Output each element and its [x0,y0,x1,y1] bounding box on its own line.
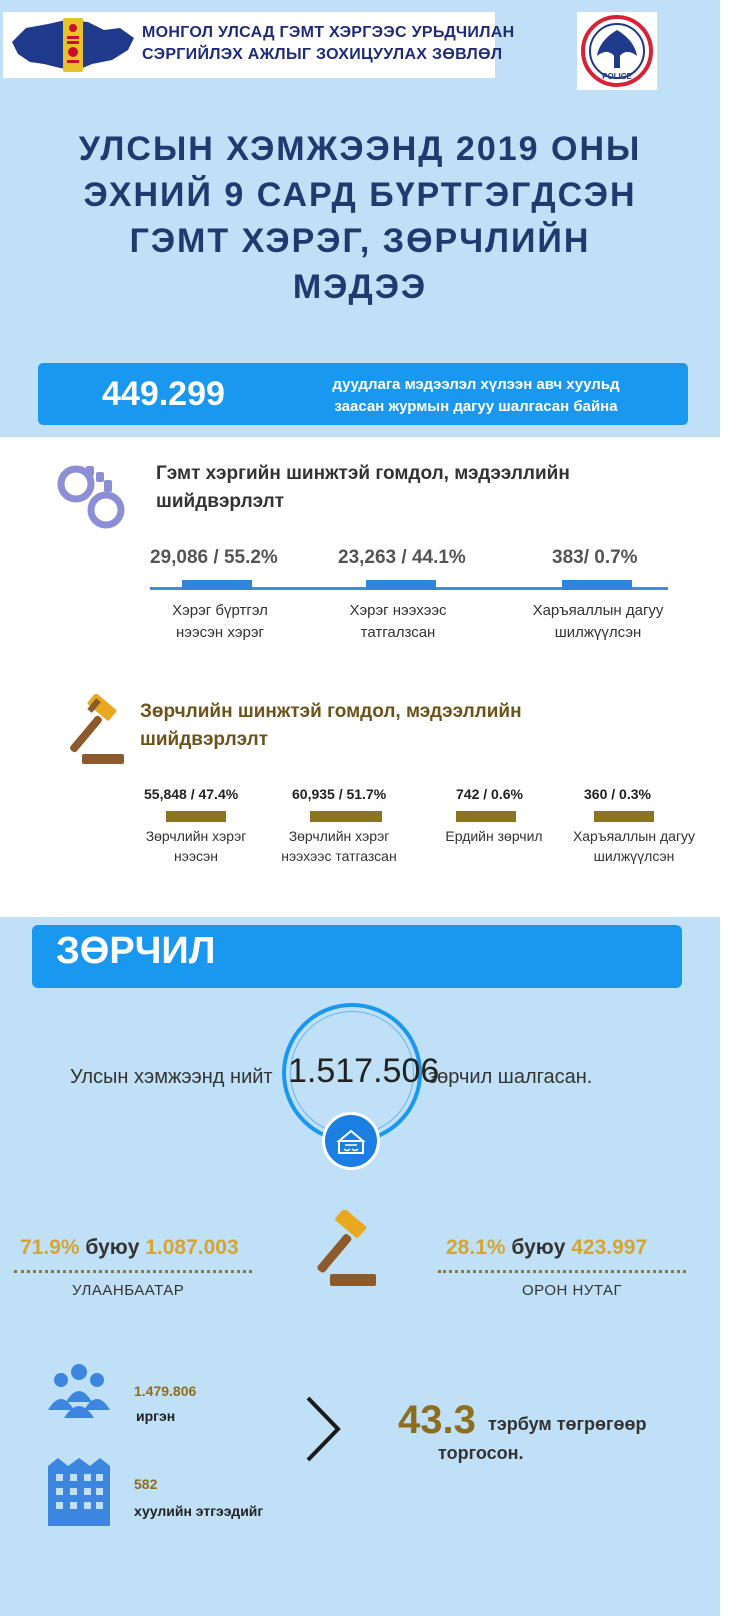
crime-label-line1: Хэрэг нээхээс [349,602,447,619]
ub-stat [20,1236,239,1260]
violation-label-line2: шилжүүлсэн [593,848,675,864]
ub-percent: 71.9% [20,1236,80,1259]
crime-marker [182,580,252,590]
crime-stat: 29,086 / 55.2% [150,547,278,568]
calls-text [276,374,676,418]
crime-label [516,600,680,644]
crime-title-line1: Гэмт хэргийн шинжтэй гомдол, мэдээллийн [156,463,570,484]
crime-label-line2: нээсэн хэрэг [176,624,264,641]
violation-label-line2: нээсэн [173,848,219,864]
title-line1: УЛСЫН ХЭМЖЭЭНД 2019 ОНЫ [78,130,642,168]
handcuffs-icon [56,458,130,532]
rural-dotted-line [438,1270,686,1273]
citizens-label: иргэн [136,1408,176,1424]
crime-label [140,600,300,644]
entities-number: 582 [134,1476,158,1492]
rural-label: ОРОН НУТАГ [522,1282,623,1299]
fine-text-line2: торгосон. [438,1443,524,1463]
violation-title-line2: шийдвэрлэлт [140,729,269,750]
ub-value: 1.087.003 [145,1236,239,1259]
page-title [40,126,680,310]
violation-label-line1: Зөрчлийн хэрэг [145,828,247,844]
scales-icon [325,1115,377,1167]
violation-marker [166,811,226,822]
calls-number: 449.299 [102,375,225,413]
zorchil-heading: ЗӨРЧИЛ [56,930,216,972]
violation-label-line2: нээхээс татгазсан [281,848,397,864]
crime-stat: 383/ 0.7% [552,547,638,568]
chevron-right-icon [300,1394,346,1464]
org-title-line1: МОНГОЛ УЛСАД ГЭМТ ХЭРГЭЭС УРЬДЧИЛАН [142,24,515,41]
org-title [142,22,515,66]
gavel-icon [52,694,126,768]
total-number: 1.517.506 [288,1052,440,1090]
violation-label-line1: Ердийн зөрчил [445,828,543,844]
violation-stat: 360 / 0.3% [584,786,651,802]
crime-marker [366,580,436,590]
total-prefix: Улсын хэмжээнд нийт [70,1066,273,1088]
title-line2: ЭХНИЙ 9 САРД БҮРТГЭГДСЭН [83,176,637,214]
violation-label [266,826,412,866]
violation-stat: 55,848 / 47.4% [144,786,239,802]
ub-label: УЛААНБААТАР [72,1282,185,1299]
people-icon [48,1362,110,1418]
crime-stat: 23,263 / 44.1% [338,547,466,568]
crime-label-line1: Хэрэг бүртгэл [172,602,268,619]
rural-value: 423.997 [571,1236,648,1259]
building-icon [48,1456,110,1526]
crime-label-line2: татгалзсан [360,624,436,641]
crime-marker [562,580,632,590]
crime-label [318,600,478,644]
crime-label-line2: шилжүүлсэн [554,624,642,641]
crime-section-title [156,460,570,516]
violation-label [126,826,266,866]
violation-title-line1: Зөрчлийн шинжтэй гомдол, мэдээллийн [140,701,522,722]
title-line3: ГЭМТ ХЭРЭГ, ЗӨРЧЛИЙН [129,222,591,260]
rural-connector: буюу [511,1236,566,1259]
scales-badge [322,1112,380,1170]
ub-connector: буюу [85,1236,140,1259]
violation-marker [594,811,654,822]
mongolia-emblem-icon [8,14,138,76]
violation-label [426,826,562,846]
title-line4: МЭДЭЭ [292,268,428,306]
calls-text-line2: заасан журмын дагуу шалгасан байна [334,398,618,415]
police-logo [577,12,657,90]
ub-dotted-line [14,1270,252,1273]
entities-label: хуулийн этгээдийг [134,1503,264,1519]
violation-stat: 60,935 / 51.7% [292,786,387,802]
citizens-number: 1.479.806 [134,1383,197,1399]
fine-text-line1: тэрбум төгрөгөөр [488,1414,647,1434]
violation-marker [456,811,516,822]
violation-label-line1: Зөрчлийн хэрэг [288,828,390,844]
violation-marker [310,811,382,822]
fine-number: 43.3 [398,1398,476,1442]
police-logo-text: POLICE [602,72,632,81]
crime-label-line1: Харъяаллын дагуу [532,602,664,619]
org-title-line2: СЭРГИЙЛЭХ АЖЛЫГ ЗОХИЦУУЛАХ ЗӨВЛӨЛ [142,46,503,63]
rural-stat [446,1236,647,1260]
violation-section-title [140,698,522,754]
calls-text-line1: дуудлага мэдээлэл хүлээн авч хуульд [332,376,620,393]
gavel-icon [300,1210,380,1290]
violation-label [556,826,712,866]
total-suffix: зөрчил шалгасан. [428,1066,593,1088]
crime-title-line2: шийдвэрлэлт [156,491,285,512]
violation-stat: 742 / 0.6% [456,786,523,802]
violation-label-line1: Харъяаллын дагуу [572,828,696,844]
rural-percent: 28.1% [446,1236,506,1259]
